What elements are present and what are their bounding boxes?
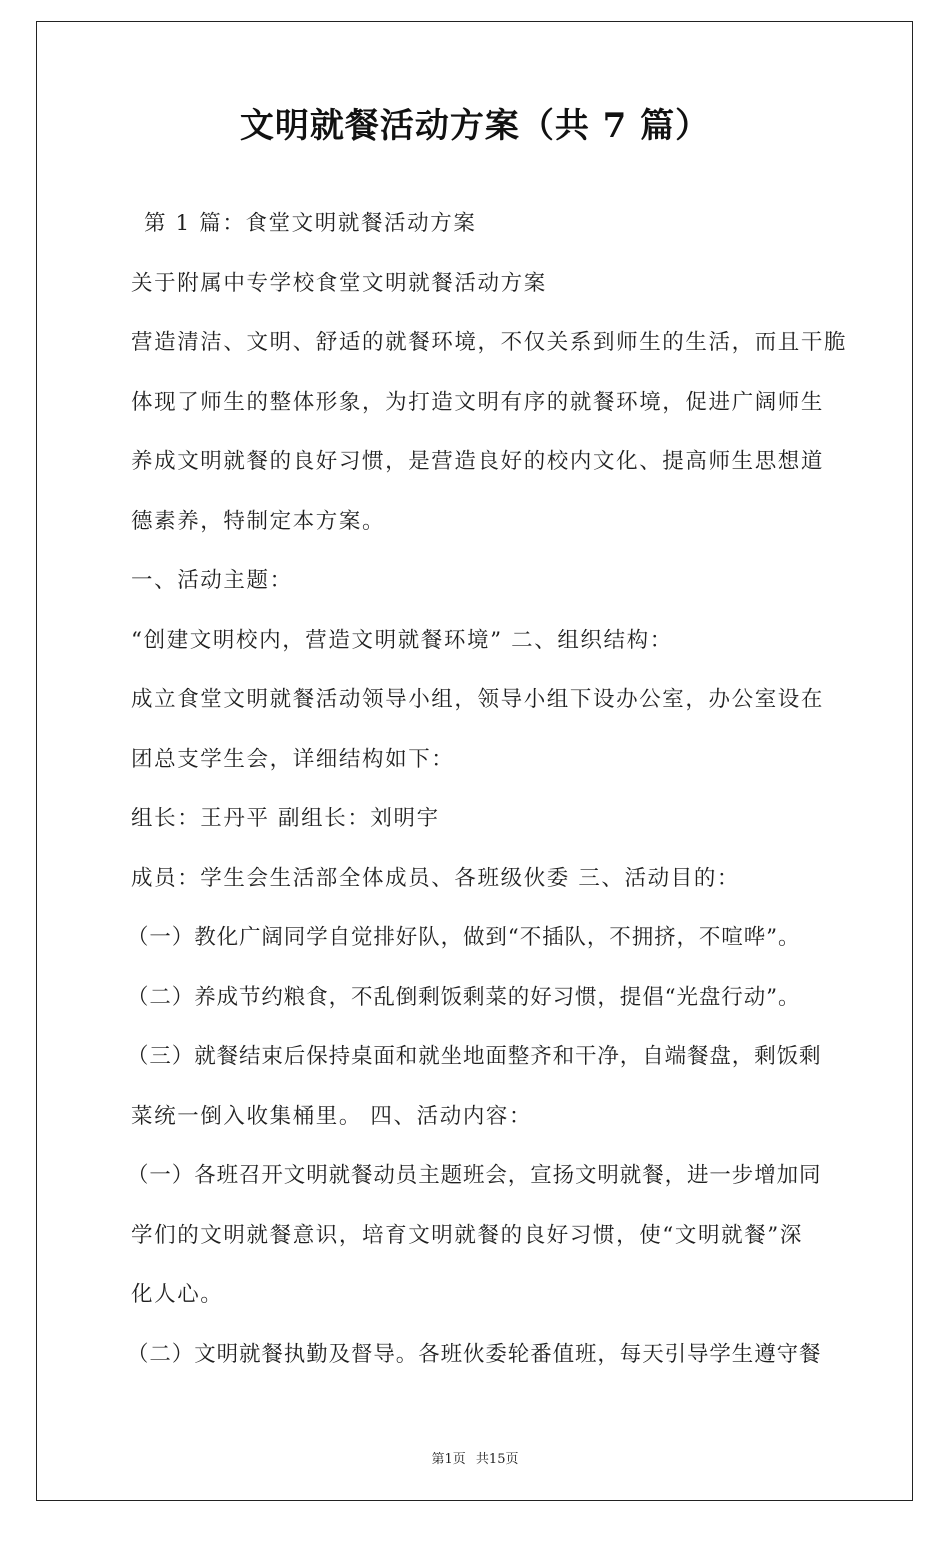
body-line: （三）就餐结束后保持桌面和就坐地面整齐和干净，自端餐盘，剩饭剩 bbox=[127, 1044, 822, 1069]
body-line: 菜统一倒入收集桶里。 四、活动内容： bbox=[131, 1103, 533, 1129]
body-line: 成员：学生会生活部全体成员、各班级伙委 三、活动目的： bbox=[131, 865, 741, 891]
body-line: 养成文明就餐的良好习惯，是营造良好的校内文化、提高师生思想道 bbox=[131, 449, 825, 474]
body-line: （一）教化广阔同学自觉排好队，做到“不插队，不拥挤，不喧哗”。 bbox=[127, 925, 801, 950]
page-number: 第1页 共15页 bbox=[431, 1452, 519, 1467]
body-line: 一、活动主题： bbox=[131, 568, 293, 593]
body-line: 团总支学生会，详细结构如下： bbox=[131, 746, 455, 772]
section-heading: 第 1 篇：食堂文明就餐活动方案 bbox=[144, 211, 477, 236]
body-line: “创建文明校内，营造文明就餐环境” 二、组织结构： bbox=[131, 627, 673, 653]
body-line: （一）各班召开文明就餐动员主题班会，宣扬文明就餐，进一步增加同 bbox=[127, 1163, 822, 1188]
body-line: 化人心。 bbox=[131, 1282, 224, 1307]
body-line: 组长：王丹平 副组长：刘明宇 bbox=[131, 806, 440, 831]
body-line: （二）养成节约粮食，不乱倒剩饭剩菜的好习惯，提倡“光盘行动”。 bbox=[127, 984, 801, 1010]
body-line: 体现了师生的整体形象，为打造文明有序的就餐环境，促进广阔师生 bbox=[131, 389, 825, 415]
body-line: 营造清洁、文明、舒适的就餐环境，不仅关系到师生的生活，而且干脆 bbox=[131, 330, 848, 355]
body-line: 成立食堂文明就餐活动领导小组，领导小组下设办公室，办公室设在 bbox=[131, 687, 825, 712]
body-line: 学们的文明就餐意识，培育文明就餐的良好习惯，使“文明就餐”深 bbox=[131, 1222, 803, 1248]
body-line: 德素养，特制定本方案。 bbox=[131, 508, 386, 534]
document-body bbox=[127, 204, 848, 1394]
document-title: 文明就餐活动方案（共 7 篇） bbox=[239, 106, 711, 146]
body-line: 关于附属中专学校食堂文明就餐活动方案 bbox=[131, 270, 547, 296]
body-line: （二）文明就餐执勤及督导。各班伙委轮番值班，每天引导学生遵守餐 bbox=[127, 1341, 822, 1367]
